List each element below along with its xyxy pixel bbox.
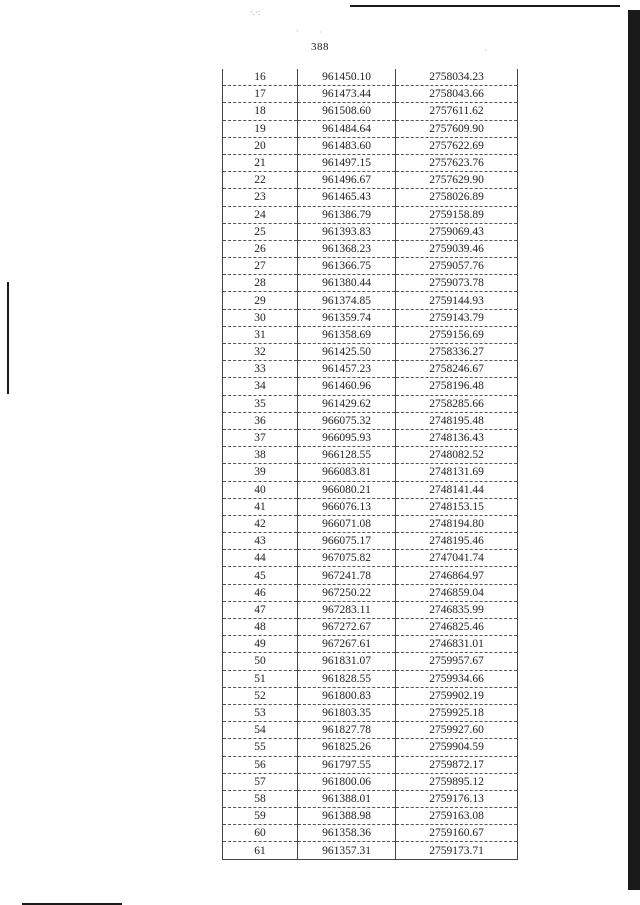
y-coordinate-cell: 2758285.66 [396,395,518,412]
table-row [223,275,518,292]
y-coordinate-cell: 2748194.80 [396,515,518,532]
point-number-cell: 32 [223,344,298,361]
point-number-cell: 39 [223,464,298,481]
table-row [223,292,518,309]
x-coordinate-cell: 961465.43 [298,189,396,206]
scan-speck: · [484,46,487,55]
point-number-cell: 43 [223,533,298,550]
point-number-cell: 45 [223,567,298,584]
table-row [223,240,518,257]
table-row [223,429,518,446]
point-number-cell: 18 [223,103,298,120]
x-coordinate-cell: 966095.93 [298,429,396,446]
table-row [223,103,518,120]
y-coordinate-cell: 2757623.76 [396,154,518,171]
point-number-cell: 54 [223,722,298,739]
table-row [223,636,518,653]
table-row [223,670,518,687]
table-row [223,344,518,361]
point-number-cell: 60 [223,825,298,842]
point-number-cell: 49 [223,636,298,653]
x-coordinate-cell: 961358.69 [298,326,396,343]
y-coordinate-cell: 2759934.66 [396,670,518,687]
table-row [223,447,518,464]
x-coordinate-cell: 961450.10 [298,69,396,86]
x-coordinate-cell: 961374.85 [298,292,396,309]
point-number-cell: 37 [223,429,298,446]
point-number-cell: 52 [223,687,298,704]
x-coordinate-cell: 966071.08 [298,515,396,532]
table-row [223,154,518,171]
x-coordinate-cell: 961827.78 [298,722,396,739]
x-coordinate-cell: 961825.26 [298,739,396,756]
y-coordinate-cell: 2758026.89 [396,189,518,206]
point-number-cell: 46 [223,584,298,601]
table-row [223,120,518,137]
x-coordinate-cell: 967241.78 [298,567,396,584]
x-coordinate-cell: 961457.23 [298,361,396,378]
x-coordinate-cell: 961473.44 [298,86,396,103]
y-coordinate-cell: 2759039.46 [396,240,518,257]
table-row [223,326,518,343]
x-coordinate-cell: 967075.82 [298,550,396,567]
table-row [223,653,518,670]
y-coordinate-cell: 2759073.78 [396,275,518,292]
y-coordinate-cell: 2758246.67 [396,361,518,378]
y-coordinate-cell: 2759143.79 [396,309,518,326]
y-coordinate-cell: 2758034.23 [396,69,518,86]
point-number-cell: 19 [223,120,298,137]
x-coordinate-cell: 961496.67 [298,172,396,189]
point-number-cell: 59 [223,808,298,825]
point-number-cell: 23 [223,189,298,206]
point-number-cell: 42 [223,515,298,532]
point-number-cell: 20 [223,137,298,154]
y-coordinate-cell: 2748136.43 [396,429,518,446]
table-row [223,395,518,412]
table-row [223,223,518,240]
y-coordinate-cell: 2746864.97 [396,567,518,584]
table-row [223,550,518,567]
x-coordinate-cell: 967267.61 [298,636,396,653]
x-coordinate-cell: 961800.83 [298,687,396,704]
table-row [223,378,518,395]
scan-edge-right [628,10,640,890]
x-coordinate-cell: 966075.17 [298,533,396,550]
y-coordinate-cell: 2759156.69 [396,326,518,343]
point-number-cell: 40 [223,481,298,498]
point-number-cell: 28 [223,275,298,292]
y-coordinate-cell: 2758336.27 [396,344,518,361]
coordinate-table-body [223,69,518,859]
x-coordinate-cell: 961388.98 [298,808,396,825]
y-coordinate-cell: 2757622.69 [396,137,518,154]
table-row [223,756,518,773]
point-number-cell: 61 [223,842,298,859]
table-row [223,601,518,618]
y-coordinate-cell: 2759902.19 [396,687,518,704]
y-coordinate-cell: 2746831.01 [396,636,518,653]
point-number-cell: 16 [223,69,298,86]
y-coordinate-cell: 2759144.93 [396,292,518,309]
point-number-cell: 38 [223,447,298,464]
y-coordinate-cell: 2748195.48 [396,412,518,429]
point-number-cell: 17 [223,86,298,103]
coordinate-table [222,69,518,860]
y-coordinate-cell: 2759927.60 [396,722,518,739]
x-coordinate-cell: 961831.07 [298,653,396,670]
y-coordinate-cell: 2746825.46 [396,619,518,636]
x-coordinate-cell: 967250.22 [298,584,396,601]
table-row [223,412,518,429]
y-coordinate-cell: 2759163.08 [396,808,518,825]
y-coordinate-cell: 2748195.46 [396,533,518,550]
y-coordinate-cell: 2746859.04 [396,584,518,601]
x-coordinate-cell: 961388.01 [298,790,396,807]
point-number-cell: 57 [223,773,298,790]
point-number-cell: 36 [223,412,298,429]
table-row [223,584,518,601]
x-coordinate-cell: 961386.79 [298,206,396,223]
y-coordinate-cell: 2748082.52 [396,447,518,464]
table-row [223,808,518,825]
x-coordinate-cell: 961368.23 [298,240,396,257]
x-coordinate-cell: 966128.55 [298,447,396,464]
table-row [223,361,518,378]
x-coordinate-cell: 967272.67 [298,619,396,636]
point-number-cell: 27 [223,258,298,275]
x-coordinate-cell: 961797.55 [298,756,396,773]
point-number-cell: 51 [223,670,298,687]
point-number-cell: 34 [223,378,298,395]
point-number-cell: 24 [223,206,298,223]
table-row [223,790,518,807]
point-number-cell: 50 [223,653,298,670]
x-coordinate-cell: 966083.81 [298,464,396,481]
y-coordinate-cell: 2757609.90 [396,120,518,137]
table-row [223,619,518,636]
table-row [223,69,518,86]
x-coordinate-cell: 961497.15 [298,154,396,171]
x-coordinate-cell: 961800.06 [298,773,396,790]
table-row [223,533,518,550]
y-coordinate-cell: 2759158.89 [396,206,518,223]
point-number-cell: 35 [223,395,298,412]
x-coordinate-cell: 961357.31 [298,842,396,859]
table-row [223,687,518,704]
table-row [223,137,518,154]
x-coordinate-cell: 961828.55 [298,670,396,687]
x-coordinate-cell: 966076.13 [298,498,396,515]
x-coordinate-cell: 961366.75 [298,258,396,275]
y-coordinate-cell: 2748131.69 [396,464,518,481]
scan-speck: · [320,28,323,37]
point-number-cell: 31 [223,326,298,343]
table-row [223,189,518,206]
y-coordinate-cell: 2759957.67 [396,653,518,670]
table-row [223,258,518,275]
point-number-cell: 25 [223,223,298,240]
table-row [223,515,518,532]
scan-edge-top [350,5,620,7]
y-coordinate-cell: 2759925.18 [396,704,518,721]
point-number-cell: 41 [223,498,298,515]
table-row [223,86,518,103]
page-number: 388 [311,41,329,53]
table-row [223,464,518,481]
y-coordinate-cell: 2757611.62 [396,103,518,120]
table-row [223,567,518,584]
table-row [223,481,518,498]
point-number-cell: 56 [223,756,298,773]
y-coordinate-cell: 2759872.17 [396,756,518,773]
x-coordinate-cell: 961803.35 [298,704,396,721]
table-row [223,309,518,326]
y-coordinate-cell: 2759176.13 [396,790,518,807]
x-coordinate-cell: 961429.62 [298,395,396,412]
point-number-cell: 47 [223,601,298,618]
x-coordinate-cell: 961508.60 [298,103,396,120]
x-coordinate-cell: 961358.36 [298,825,396,842]
x-coordinate-cell: 961484.64 [298,120,396,137]
y-coordinate-cell: 2759160.67 [396,825,518,842]
x-coordinate-cell: 961425.50 [298,344,396,361]
y-coordinate-cell: 2757629.90 [396,172,518,189]
table-row [223,722,518,739]
y-coordinate-cell: 2758196.48 [396,378,518,395]
point-number-cell: 48 [223,619,298,636]
y-coordinate-cell: 2746835.99 [396,601,518,618]
x-coordinate-cell: 961380.44 [298,275,396,292]
x-coordinate-cell: 966080.21 [298,481,396,498]
point-number-cell: 55 [223,739,298,756]
table-row [223,842,518,859]
y-coordinate-cell: 2759173.71 [396,842,518,859]
point-number-cell: 21 [223,154,298,171]
table-row [223,172,518,189]
x-coordinate-cell: 967283.11 [298,601,396,618]
table-row [223,498,518,515]
y-coordinate-cell: 2759904.59 [396,739,518,756]
point-number-cell: 22 [223,172,298,189]
point-number-cell: 58 [223,790,298,807]
y-coordinate-cell: 2747041.74 [396,550,518,567]
table-row [223,825,518,842]
table-row [223,704,518,721]
point-number-cell: 53 [223,704,298,721]
table-row [223,773,518,790]
point-number-cell: 26 [223,240,298,257]
y-coordinate-cell: 2748153.15 [396,498,518,515]
x-coordinate-cell: 961460.96 [298,378,396,395]
x-coordinate-cell: 961483.60 [298,137,396,154]
point-number-cell: 44 [223,550,298,567]
y-coordinate-cell: 2758043.66 [396,86,518,103]
y-coordinate-cell: 2759895.12 [396,773,518,790]
x-coordinate-cell: 966075.32 [298,412,396,429]
x-coordinate-cell: 961359.74 [298,309,396,326]
scan-speck: · [296,27,299,36]
point-number-cell: 33 [223,361,298,378]
point-number-cell: 29 [223,292,298,309]
y-coordinate-cell: 2748141.44 [396,481,518,498]
y-coordinate-cell: 2759069.43 [396,223,518,240]
scan-edge-left [7,282,9,394]
point-number-cell: 30 [223,309,298,326]
scan-speck: ·.·: [250,8,261,17]
y-coordinate-cell: 2759057.76 [396,258,518,275]
table-row [223,206,518,223]
table-row [223,739,518,756]
x-coordinate-cell: 961393.83 [298,223,396,240]
